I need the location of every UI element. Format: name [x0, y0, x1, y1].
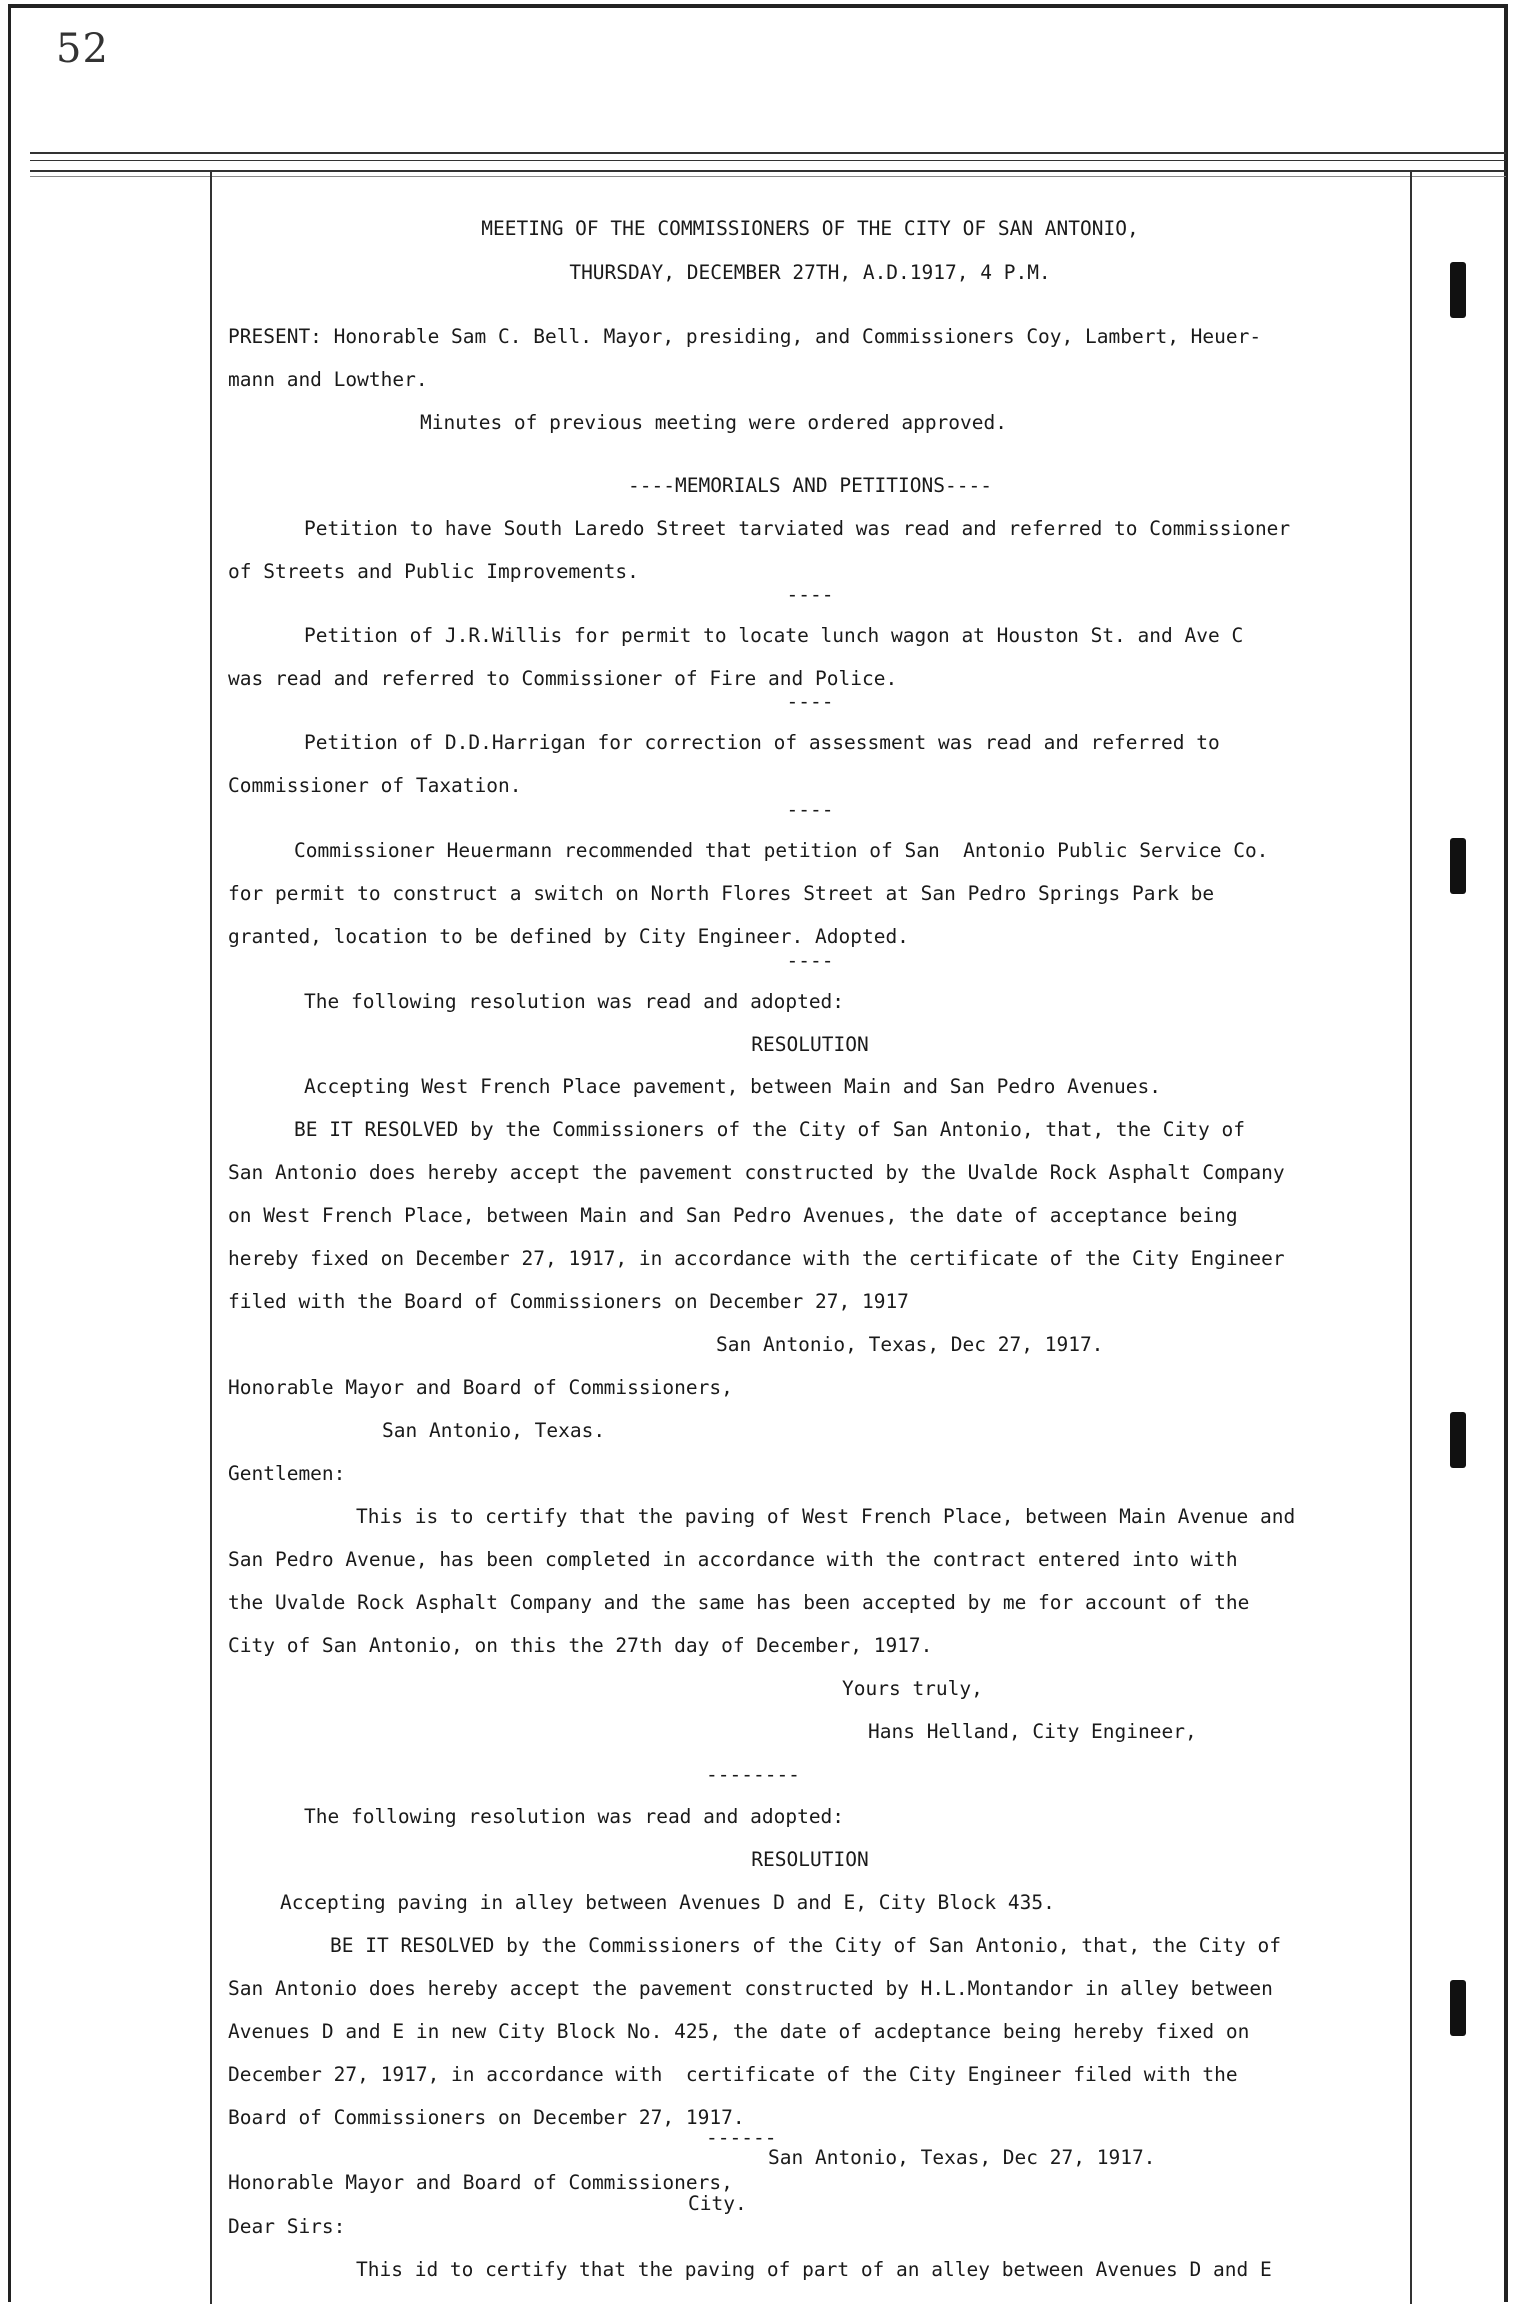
margin-tab-mark — [1450, 838, 1466, 894]
text-line: granted, location to be defined by City Engineer. Adopted. — [228, 925, 909, 948]
text-line: Accepting paving in alley between Avenues D and E, City Block 435. — [280, 1891, 1055, 1914]
text-line: Petition of D.D.Harrigan for correction of assessment was read and referred to — [304, 731, 1220, 754]
separator: ---- — [786, 949, 834, 972]
text-line: PRESENT: Honorable Sam C. Bell. Mayor, presiding, and Commissioners Coy, Lambert, Heuer- — [228, 325, 1262, 348]
section-heading: ----MEMORIALS AND PETITIONS---- — [628, 474, 992, 497]
meeting-heading: MEETING OF THE COMMISSIONERS OF THE CITY OF SAN ANTONIO, — [481, 217, 1139, 240]
text-line: Yours truly, — [842, 1677, 983, 1700]
text-line: was read and referred to Commissioner of Fire and Police. — [228, 667, 898, 690]
text-line: City. — [688, 2192, 747, 2215]
separator: ---- — [786, 583, 834, 606]
resolution-heading: RESOLUTION — [751, 1033, 869, 1056]
right-margin-line — [1410, 172, 1412, 2304]
text-line: BE IT RESOLVED by the Commissioners of the City of San Antonio, that, the City of — [294, 1118, 1245, 1141]
separator: ---- — [786, 798, 834, 821]
header-rule — [30, 170, 1506, 172]
text-line: This id to certify that the paving of part of an alley between Avenues D and E — [356, 2258, 1272, 2281]
text-line: Accepting West French Place pavement, between Main and San Pedro Avenues. — [304, 1075, 1162, 1098]
text-line: Hans Helland, City Engineer, — [868, 1720, 1197, 1743]
separator: -------- — [706, 1763, 800, 1786]
text-line: filed with the Board of Commissioners on December 27, 1917 — [228, 1290, 909, 1313]
text-line: BE IT RESOLVED by the Commissioners of the City of San Antonio, that, the City of — [330, 1934, 1281, 1957]
margin-tab-mark — [1450, 1980, 1466, 2036]
text-line: hereby fixed on December 27, 1917, in accordance with the certificate of the City Engineer — [228, 1247, 1285, 1270]
resolution-heading: RESOLUTION — [751, 1848, 869, 1871]
header-rule — [30, 160, 1506, 161]
meeting-date-heading: THURSDAY, DECEMBER 27TH, A.D.1917, 4 P.M. — [569, 261, 1051, 284]
text-line: The following resolution was read and adopted: — [304, 1805, 845, 1828]
text-line: Commissioner Heuermann recommended that petition of San Antonio Public Service Co. — [294, 839, 1269, 862]
text-line: Avenues D and E in new City Block No. 425, the date of acdeptance being hereby fixed on — [228, 2020, 1250, 2043]
margin-tab-mark — [1450, 1412, 1466, 1468]
text-line: Board of Commissioners on December 27, 1917. — [228, 2106, 745, 2129]
text-line: Petition to have South Laredo Street tarviated was read and referred to Commissioner — [304, 517, 1291, 540]
text-line: the Uvalde Rock Asphalt Company and the same has been accepted by me for account of the — [228, 1591, 1250, 1614]
text-line: Honorable Mayor and Board of Commissioners, — [228, 1376, 733, 1399]
margin-tab-mark — [1450, 262, 1466, 318]
text-line: December 27, 1917, in accordance with certificate of the City Engineer filed with the — [228, 2063, 1238, 2086]
text-line: of Streets and Public Improvements. — [228, 560, 639, 583]
text-line: San Antonio, Texas, Dec 27, 1917. — [768, 2146, 1156, 2169]
header-rule — [30, 176, 1506, 177]
text-line: Minutes of previous meeting were ordered approved. — [420, 411, 1007, 434]
text-line: City of San Antonio, on this the 27th day of December, 1917. — [228, 1634, 933, 1657]
text-line: Dear Sirs: — [228, 2215, 346, 2238]
text-line: mann and Lowther. — [228, 368, 428, 391]
page-number: 52 — [56, 26, 109, 72]
text-line: San Antonio, Texas. — [382, 1419, 606, 1442]
text-line: Gentlemen: — [228, 1462, 346, 1485]
text-line: for permit to construct a switch on North Flores Street at San Pedro Springs Park be — [228, 882, 1215, 905]
text-line: Petition of J.R.Willis for permit to locate lunch wagon at Houston St. and Ave C — [304, 624, 1244, 647]
separator: ---- — [786, 690, 834, 713]
text-line: Commissioner of Taxation. — [228, 774, 522, 797]
text-line: This is to certify that the paving of West French Place, between Main Avenue and — [356, 1505, 1296, 1528]
text-line: The following resolution was read and adopted: — [304, 990, 845, 1013]
separator: ------ — [706, 2126, 777, 2149]
text-line: San Pedro Avenue, has been completed in accordance with the contract entered into with — [228, 1548, 1238, 1571]
text-line: Honorable Mayor and Board of Commissioners, — [228, 2171, 733, 2194]
header-rule — [30, 152, 1506, 154]
text-line: on West French Place, between Main and San Pedro Avenues, the date of acceptance being — [228, 1204, 1238, 1227]
text-line: San Antonio does hereby accept the pavement constructed by H.L.Montandor in alley between — [228, 1977, 1273, 2000]
text-line: San Antonio, Texas, Dec 27, 1917. — [716, 1333, 1104, 1356]
text-line: San Antonio does hereby accept the pavement constructed by the Uvalde Rock Asphalt Company — [228, 1161, 1285, 1184]
